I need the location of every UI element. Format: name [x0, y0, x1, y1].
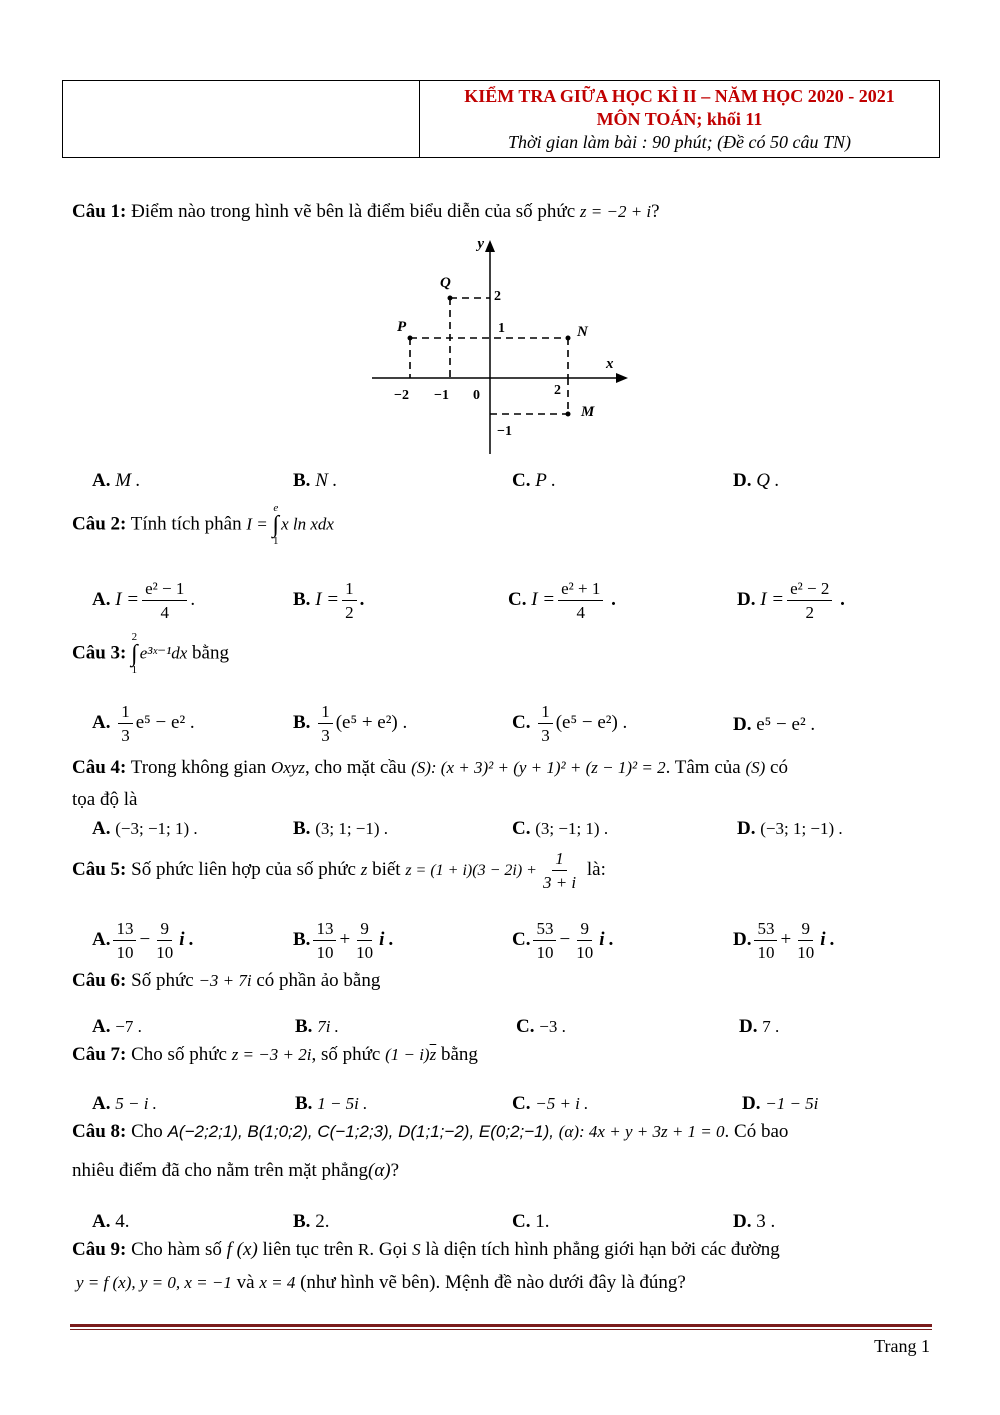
integral-sign: 2 ∫ 1 [131, 631, 138, 676]
q3-option-c[interactable]: C. $\frac{1}{3}$ (e⁵ − e²) . [512, 702, 628, 745]
question-5: Câu 5: Số phức liên hợp của số phức z biết z = (1 + i)(3 − 2i) + $\frac{1}{3 + i}$ là: [72, 849, 606, 892]
q6-option-c[interactable]: C. −3 . [516, 1016, 566, 1037]
q1-option-d[interactable]: D. Q . [733, 470, 780, 491]
header-right-cell [420, 81, 939, 157]
axis-x-label: x [606, 356, 614, 372]
q1-option-b[interactable]: B. N . [293, 470, 338, 491]
q2-option-c[interactable]: C. I = $\frac{\text{e² + 1}}{4}$ . [508, 579, 616, 622]
q5-option-c[interactable]: C. $\frac{53}{10}$ − $\frac{9}{10}$ i . [512, 919, 614, 962]
question-6: Câu 6: Số phức −3 + 7i có phần ảo bằng [72, 970, 381, 991]
q5-option-a[interactable]: A. $\frac{13}{10}$ − $\frac{9}{10}$ i . [92, 919, 194, 962]
q4-option-a[interactable]: A. (−3; −1; 1) . [92, 818, 198, 839]
y-tick-neg1: −1 [497, 424, 512, 439]
point-label-N: N [577, 324, 588, 340]
point-P [408, 336, 413, 341]
q2-option-d[interactable]: D. I = $\frac{\text{e² − 2}}{2}$ . [737, 579, 845, 622]
question-1 [72, 201, 660, 223]
q6-option-b[interactable]: B. 7i . [295, 1016, 339, 1037]
q1-option-a[interactable]: A. M . [92, 470, 141, 491]
question-3: Câu 3: 2 ∫ 1 e³ˣ⁻¹dx bằng [72, 631, 229, 676]
x-tick-neg1: −1 [434, 388, 449, 403]
q4-option-d[interactable]: D. (−3; 1; −1) . [737, 818, 843, 839]
question-label: Câu 1: [72, 201, 127, 222]
q4-option-c[interactable]: C. (3; −1; 1) . [512, 818, 609, 839]
header-table [62, 80, 940, 158]
point-label-Q: Q [440, 275, 451, 291]
q8-option-c[interactable]: C. 1. [512, 1211, 550, 1232]
y-tick-1: 1 [498, 321, 505, 336]
q8-option-a[interactable]: A. 4. [92, 1211, 130, 1232]
axis-y-label: y [477, 236, 484, 252]
q7-option-c[interactable]: C. −5 + i . [512, 1093, 589, 1114]
header-left-cell [63, 81, 420, 157]
question-2: Câu 2: Tính tích phân I = e ∫ 1 x ln xdx [72, 502, 334, 547]
page-number: Trang 1 [874, 1336, 930, 1356]
x-tick-2: 2 [554, 383, 561, 398]
y-tick-2: 2 [494, 289, 501, 304]
x-tick-0: 0 [473, 388, 480, 403]
integral-sign: e ∫ 1 [272, 502, 280, 547]
q3-option-a[interactable]: A. $\frac{1}{3}$ e⁵ − e² . [92, 702, 195, 745]
question-4-line2: tọa độ là [72, 789, 138, 810]
q3-option-d[interactable]: D. e⁵ − e² . [733, 714, 816, 735]
question-8: Câu 8: Cho A(−2;2;1), B(1;0;2), C(−1;2;3), D(1;1;−2), E(0;2;−1), (α): 4x + y + 3z + 1 = 0. Có bao [72, 1121, 789, 1142]
point-N [566, 336, 571, 341]
question-math: z = −2 + i [579, 202, 652, 221]
question-4: Câu 4: Trong không gian Oxyz, cho mặt cầu (S): (x + 3)² + (y + 1)² + (z − 1)² = 2. Tâm của (S) có [72, 757, 788, 778]
question-8-line2: nhiêu điểm đã cho nằm trên mặt phẳng(α)? [72, 1160, 400, 1181]
q4-option-b[interactable]: B. (3; 1; −1) . [293, 818, 389, 839]
q6-option-d[interactable]: D. 7 . [739, 1016, 780, 1037]
footer-rule-thick [70, 1324, 932, 1327]
q5-option-b[interactable]: B. $\frac{13}{10}$ + $\frac{9}{10}$ i . [293, 919, 394, 962]
q3-option-b[interactable]: B. $\frac{1}{3}$ (e⁵ + e²) . [293, 702, 408, 745]
x-tick-neg2: −2 [394, 388, 409, 403]
q8-option-d[interactable]: D. 3 . [733, 1211, 776, 1232]
q8-option-b[interactable]: B. 2. [293, 1211, 330, 1232]
q7-option-a[interactable]: A. 5 − i . [92, 1093, 157, 1114]
complex-plane-graph [360, 232, 640, 457]
exam-time: Thời gian làm bài : 90 phút; (Đề có 50 câu TN) [507, 132, 852, 152]
footer-rule-thin [70, 1329, 932, 1330]
q7-option-b[interactable]: B. 1 − 5i . [295, 1093, 368, 1114]
exam-title: KIỂM TRA GIỮA HỌC KÌ II – NĂM HỌC 2020 - 2021 [464, 86, 895, 106]
exam-subject: MÔN TOÁN; khối 11 [596, 109, 763, 129]
point-Q [448, 296, 453, 301]
q1-option-c[interactable]: C. P . [512, 470, 556, 491]
question-text: Điểm nào trong hình vẽ bên là điểm biểu diễn của số phức [131, 201, 576, 222]
question-7: Câu 7: Cho số phức z = −3 + 2i, số phức $(1 - i)\overline{z}$ bằng [72, 1044, 478, 1065]
point-M [566, 412, 571, 417]
question-mark: ? [651, 201, 660, 222]
q2-option-a[interactable]: A. I = $\frac{\text{e² − 1}}{4}$ . [92, 579, 196, 622]
q7-option-d[interactable]: D. −1 − 5i [742, 1093, 819, 1114]
q5-option-d[interactable]: D. $\frac{53}{10}$ + $\frac{9}{10}$ i . [733, 919, 835, 962]
q2-option-b[interactable]: B. I = $\frac{1}{2}$ . [293, 579, 365, 622]
q6-option-a[interactable]: A. −7 . [92, 1016, 142, 1037]
question-9-line2: y = f (x), y = 0, x = −1 và x = 4 (như hình vẽ bên). Mệnh đề nào dưới đây là đúng? [76, 1272, 686, 1293]
point-label-M: M [581, 404, 595, 420]
question-9: Câu 9: Cho hàm số f (x) liên tục trên R. Gọi S là diện tích hình phẳng giới hạn bởi các đường [72, 1239, 780, 1260]
point-label-P: P [397, 319, 407, 335]
